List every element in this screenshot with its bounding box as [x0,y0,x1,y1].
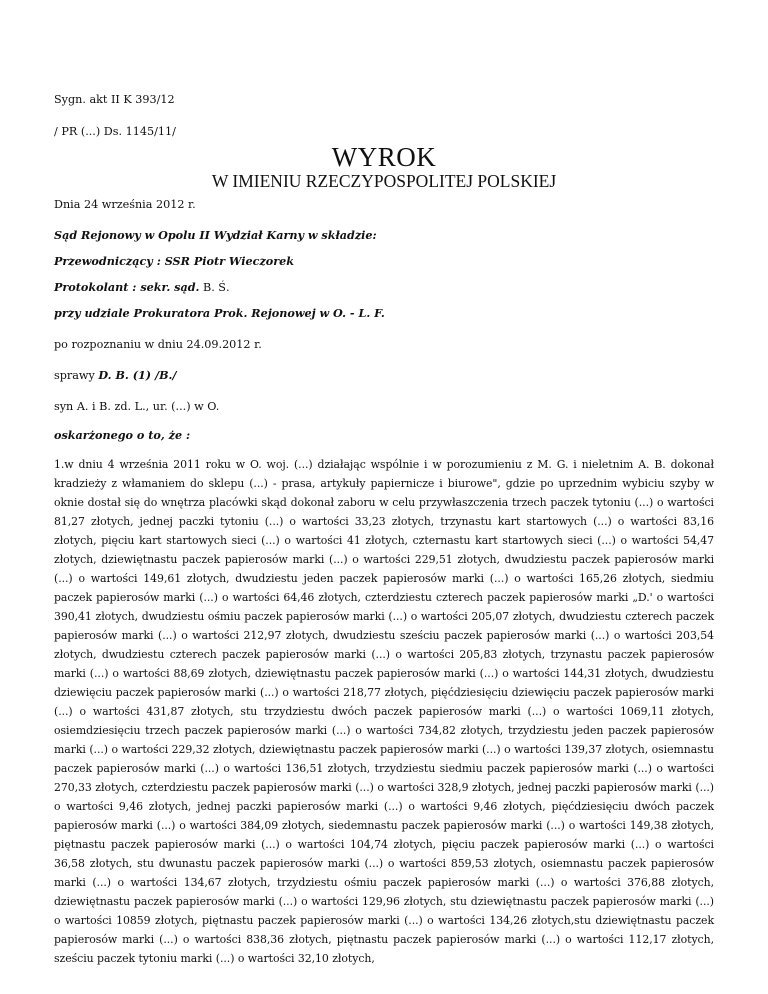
case-name: D. B. (1) /B./ [98,368,177,382]
date-line: Dnia 24 września 2012 r. [54,198,196,211]
hearing-date: po rozpoznaniu w dniu 24.09.2012 r. [54,338,262,351]
recorder-label: Protokolant : sekr. sąd. [54,280,200,294]
parents-line: syn A. i B. zd. L., ur. (...) w O. [54,400,220,413]
prosecutor-line: przy udziale Prokuratora Prok. Rejonowej w O. - L. F. [54,306,385,320]
judgment-title: WYROK [331,142,437,172]
recorder-name: B. Ś. [199,281,230,294]
prosecution-reference: / PR (...) Ds. 1145/11/ [54,125,176,138]
judgment-subtitle: W IMIENIU RZECZYPOSPOLITEJ POLSKIEJ [211,171,557,191]
case-line [54,367,177,385]
presiding-judge: Przewodniczący : SSR Piotr Wieczorek [54,254,295,268]
recorder-line [54,279,230,297]
case-signature: Sygn. akt II K 393/12 [54,93,175,106]
charge-paragraph: 1.w dniu 4 września 2011 roku w O. woj. (...) działając wspólnie i w porozumieniu z M. G. i nieletnim A. B. dokonał kradzieży z włamaniem do sklepu (...) - prasa, artykuły papiernicze i biurowe", gdzie po uprzednim wybiciu szyby w oknie dostał się do wnętrza placówki skąd dokonał zaboru w celu przywłaszczenia trzech paczek tytoniu (...) o wartości 81,27 złotych, jednej paczki tytoniu (...) o wartości 33,23 złotych, trzynastu kart startowych (...) o wartości 83,16 złotych, pięciu kart startowych sieci (...) o wartości 41 złotych, czternastu kart startowych sieci (...) o wartości 54,47 złotych, dziewiętnastu paczek papierosów marki (...) o wartości 229,51 złotych, dwudziestu paczek papierosów marki (...) o wartości 149,61 złotych, dwudziestu jeden paczek papierosów marki (...) o wartości 165,26 złotych, siedmiu paczek papierosów marki (...) o wartości 64,46 złotych, czterdziestu czterech paczek papierosów marki „D.' o wartości 390,41 złotych, dwudziestu ośmiu paczek papierosów marki (...) o wartości 205,07 złotych, dwudziestu czterech paczek papierosów marki (...) o wartości 212,97 złotych, dwudziestu sześciu paczek papierosów marki (...) o wartości 203,54 złotych, dwudziestu czterech paczek papierosów marki (...) o wartości 205,83 złotych, trzynastu paczek papierosów marki (...) o wartości 88,69 złotych, dziewiętnastu paczek papierosów marki (...) o wartości 144,31 złotych, dwudziestu dziewięciu paczek papierosów marki (...) o wartości 218,77 złotych, pięćdziesięciu dziewięciu paczek papierosów marki (...) o wartości 431,87 złotych, stu trzydziestu dwóch paczek papierosów marki (...) o wartości 1069,11 złotych, osiemdziesięciu trzech paczek papierosów marki (...) o wartości 734,82 złotych, trzydziestu jeden paczek papierosów marki (...) o wartości 229,32 złotych, dziewiętnastu paczek papierosów marki (...) o wartości 139,37 złotych, osiemnastu paczek papierosów marki (...) o wartości 136,51 złotych, trzydziestu siedmiu paczek papierosów marki (...) o wartości 270,33 złotych, czterdziestu paczek papierosów marki (...) o wartości 328,9 złotych, jednej paczki papierosów marki (...) o wartości 9,46 złotych, jednej paczki papierosów marki (...) o wartości 9,46 złotych, pięćdziesięciu dwóch paczek papierosów marki (...) o wartości 384,09 złotych, siedemnastu paczek papierosów marki (...) o wartości 149,38 złotych, piętnastu paczek papierosów marki (...) o wartości 104,74 złotych, pięciu paczek papierosów marki (...) o wartości 36,58 złotych, stu dwunastu paczek papierosów marki (...) o wartości 859,53 złotych, osiemnastu paczek papierosów marki (...) o wartości 134,67 złotych, trzydziestu ośmiu paczek papierosów marki (...) o wartości 376,88 złotych, dziewiętnastu paczek papierosów marki (...) o wartości 129,96 złotych, stu dziewiętnastu paczek papierosów marki (...) o wartości 10859 złotych, piętnastu paczek papierosów marki (...) o wartości 134,26 złotych,stu dziewiętnastu paczek papierosów marki (...) o wartości 838,36 złotych, piętnastu paczek papierosów marki (...) o wartości 112,17 złotych, sześciu paczek tytoniu marki (...) o wartości 32,10 złotych, [54,458,714,965]
accused-heading: oskarżonego o to, że : [54,428,191,442]
case-label: sprawy [54,369,99,382]
court-composition: Sąd Rejonowy w Opolu II Wydział Karny w składzie: [54,228,377,242]
